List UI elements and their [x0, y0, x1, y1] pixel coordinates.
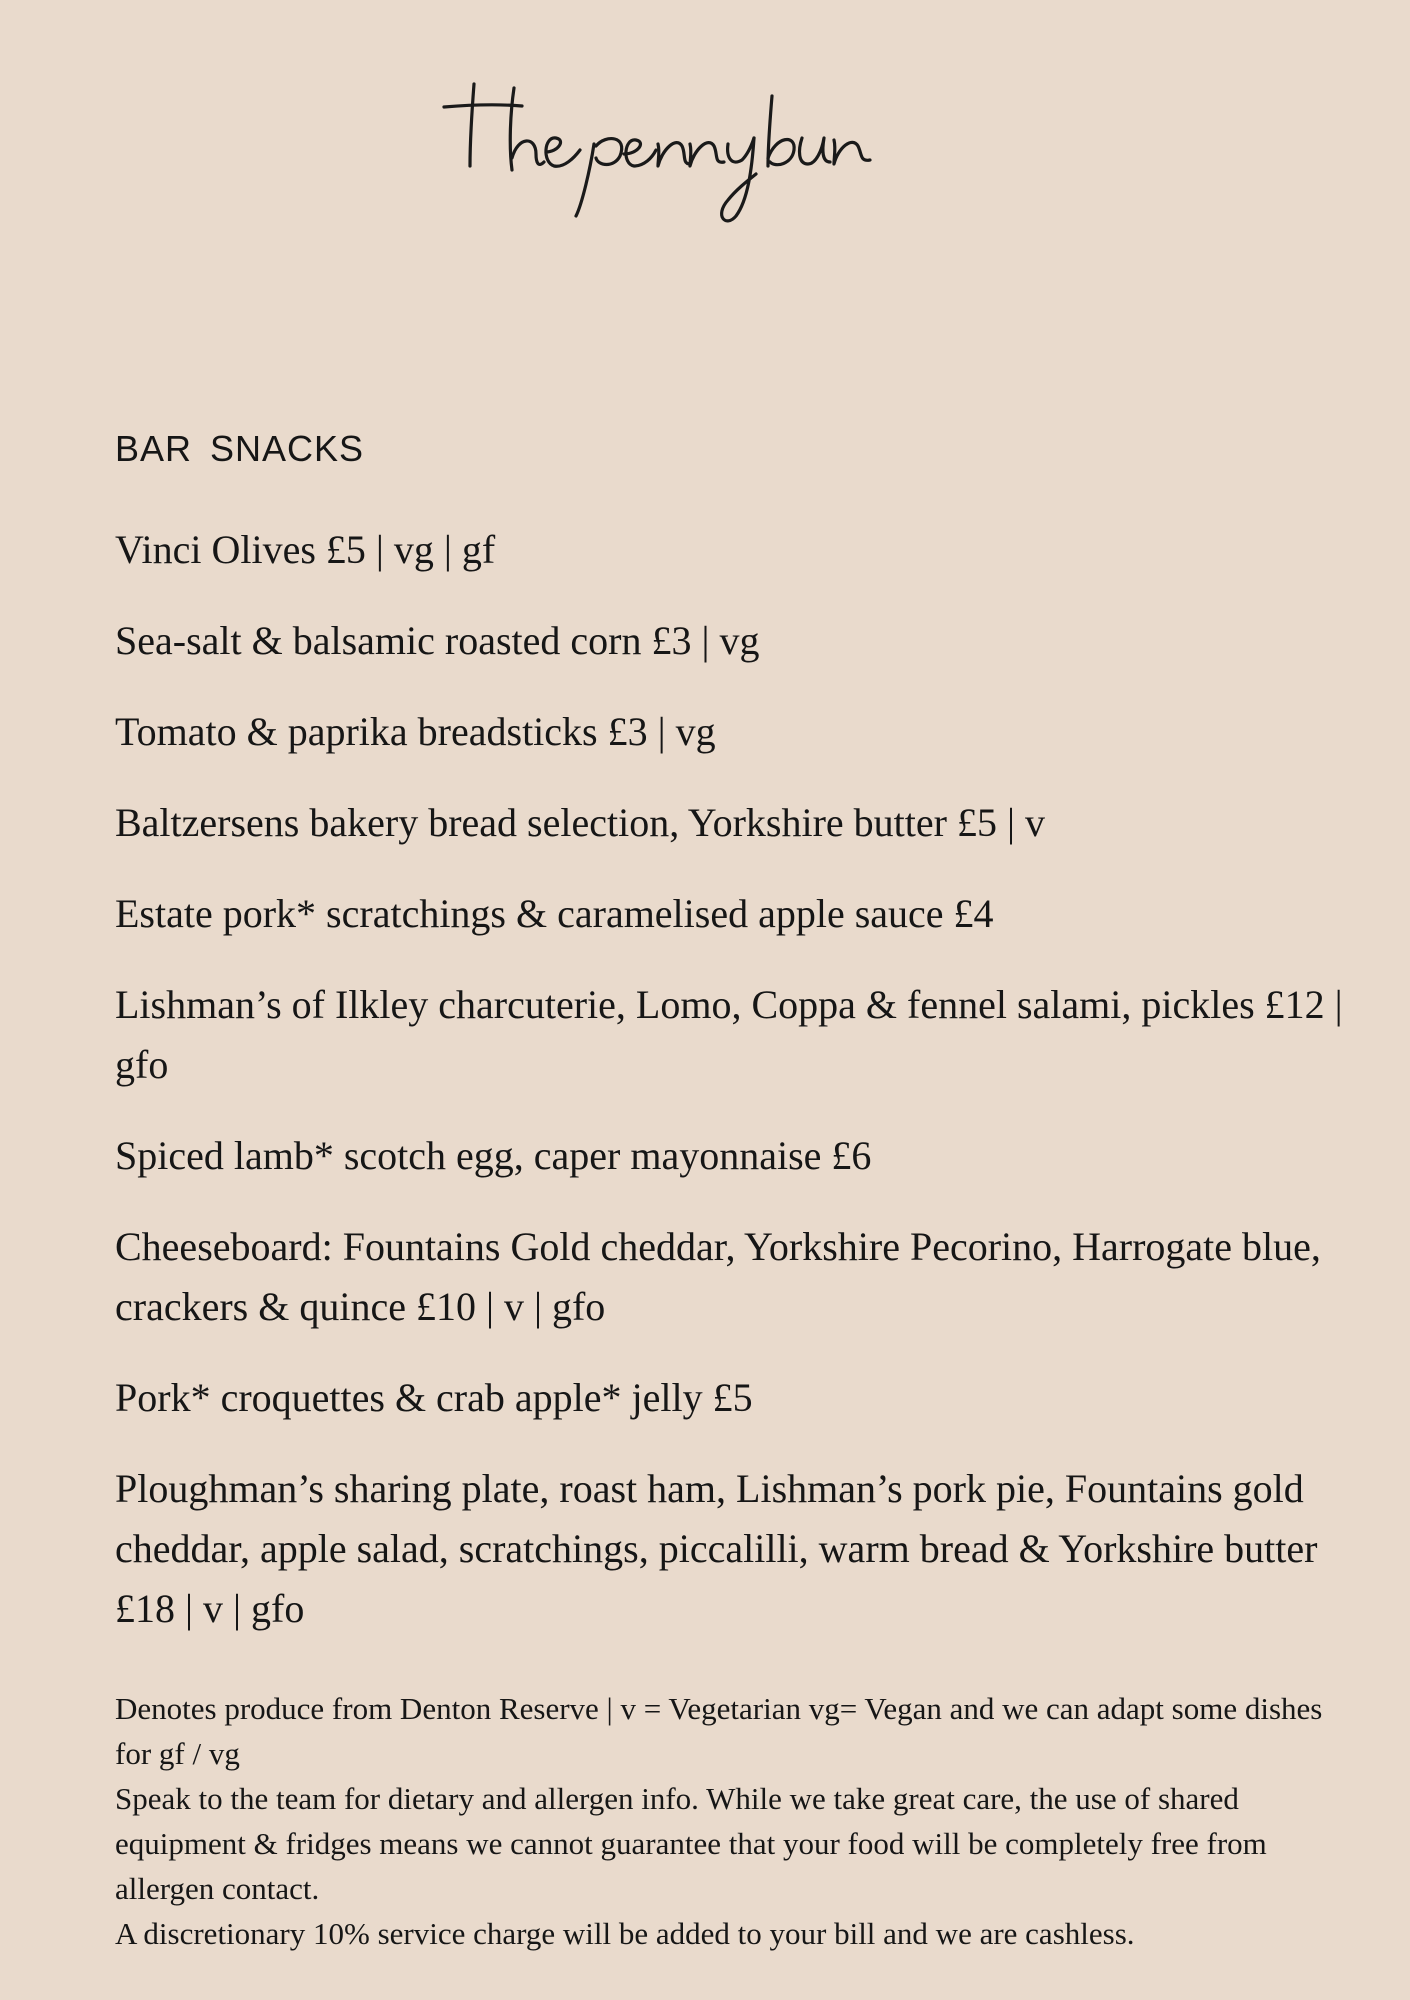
section-title: BAR SNACKS [115, 428, 365, 469]
menu-item-pork-croquettes: Pork* croquettes & crab apple* jelly £5 [115, 1375, 753, 1420]
menu-item-roasted-corn: Sea-salt & balsamic roasted corn £3 | vg [115, 618, 760, 663]
menu-item-vinci-olives: Vinci Olives £5 | vg | gf [115, 527, 496, 572]
handwritten-logo-svg [440, 40, 900, 230]
menu-item-breadsticks: Tomato & paprika breadsticks £3 | vg [115, 709, 716, 754]
footnote-allergen-info: Speak to the team for dietary and allergen info. While we take great care, the use of shared equipment & fridges means we cannot guarantee that your food will be completely free from allergen contact. [115, 1781, 1267, 1906]
menu-footnotes [115, 1686, 1345, 1956]
footnote-produce-key: Denotes produce from Denton Reserve | v = Vegetarian vg= Vegan and we can adapt some dishes for gf / vg [115, 1691, 1323, 1771]
menu-item-cheeseboard: Cheeseboard: Fountains Gold cheddar, Yorkshire Pecorino, Harrogate blue, crackers & quince £10 | v | gfo [115, 1224, 1321, 1329]
menu-item-scotch-egg: Spiced lamb* scotch egg, caper mayonnaise £6 [115, 1133, 872, 1178]
menu-item-pork-scratchings: Estate pork* scratchings & caramelised apple sauce £4 [115, 891, 994, 936]
footnote-service-charge: A discretionary 10% service charge will be added to your bill and we are cashless. [115, 1916, 1135, 1951]
menu-item-ploughmans: Ploughman’s sharing plate, roast ham, Lishman’s pork pie, Fountains gold cheddar, apple salad, scratchings, piccalilli, warm bread & Yorkshire butter £18 | v | gfo [115, 1466, 1318, 1631]
menu-item-bread-selection: Baltzersens bakery bread selection, Yorkshire butter £5 | v [115, 800, 1045, 845]
menu-list [115, 520, 1345, 1639]
menu-item-charcuterie: Lishman’s of Ilkley charcuterie, Lomo, Coppa & fennel salami, pickles £12 | gfo [115, 982, 1343, 1087]
restaurant-logo [440, 40, 900, 230]
